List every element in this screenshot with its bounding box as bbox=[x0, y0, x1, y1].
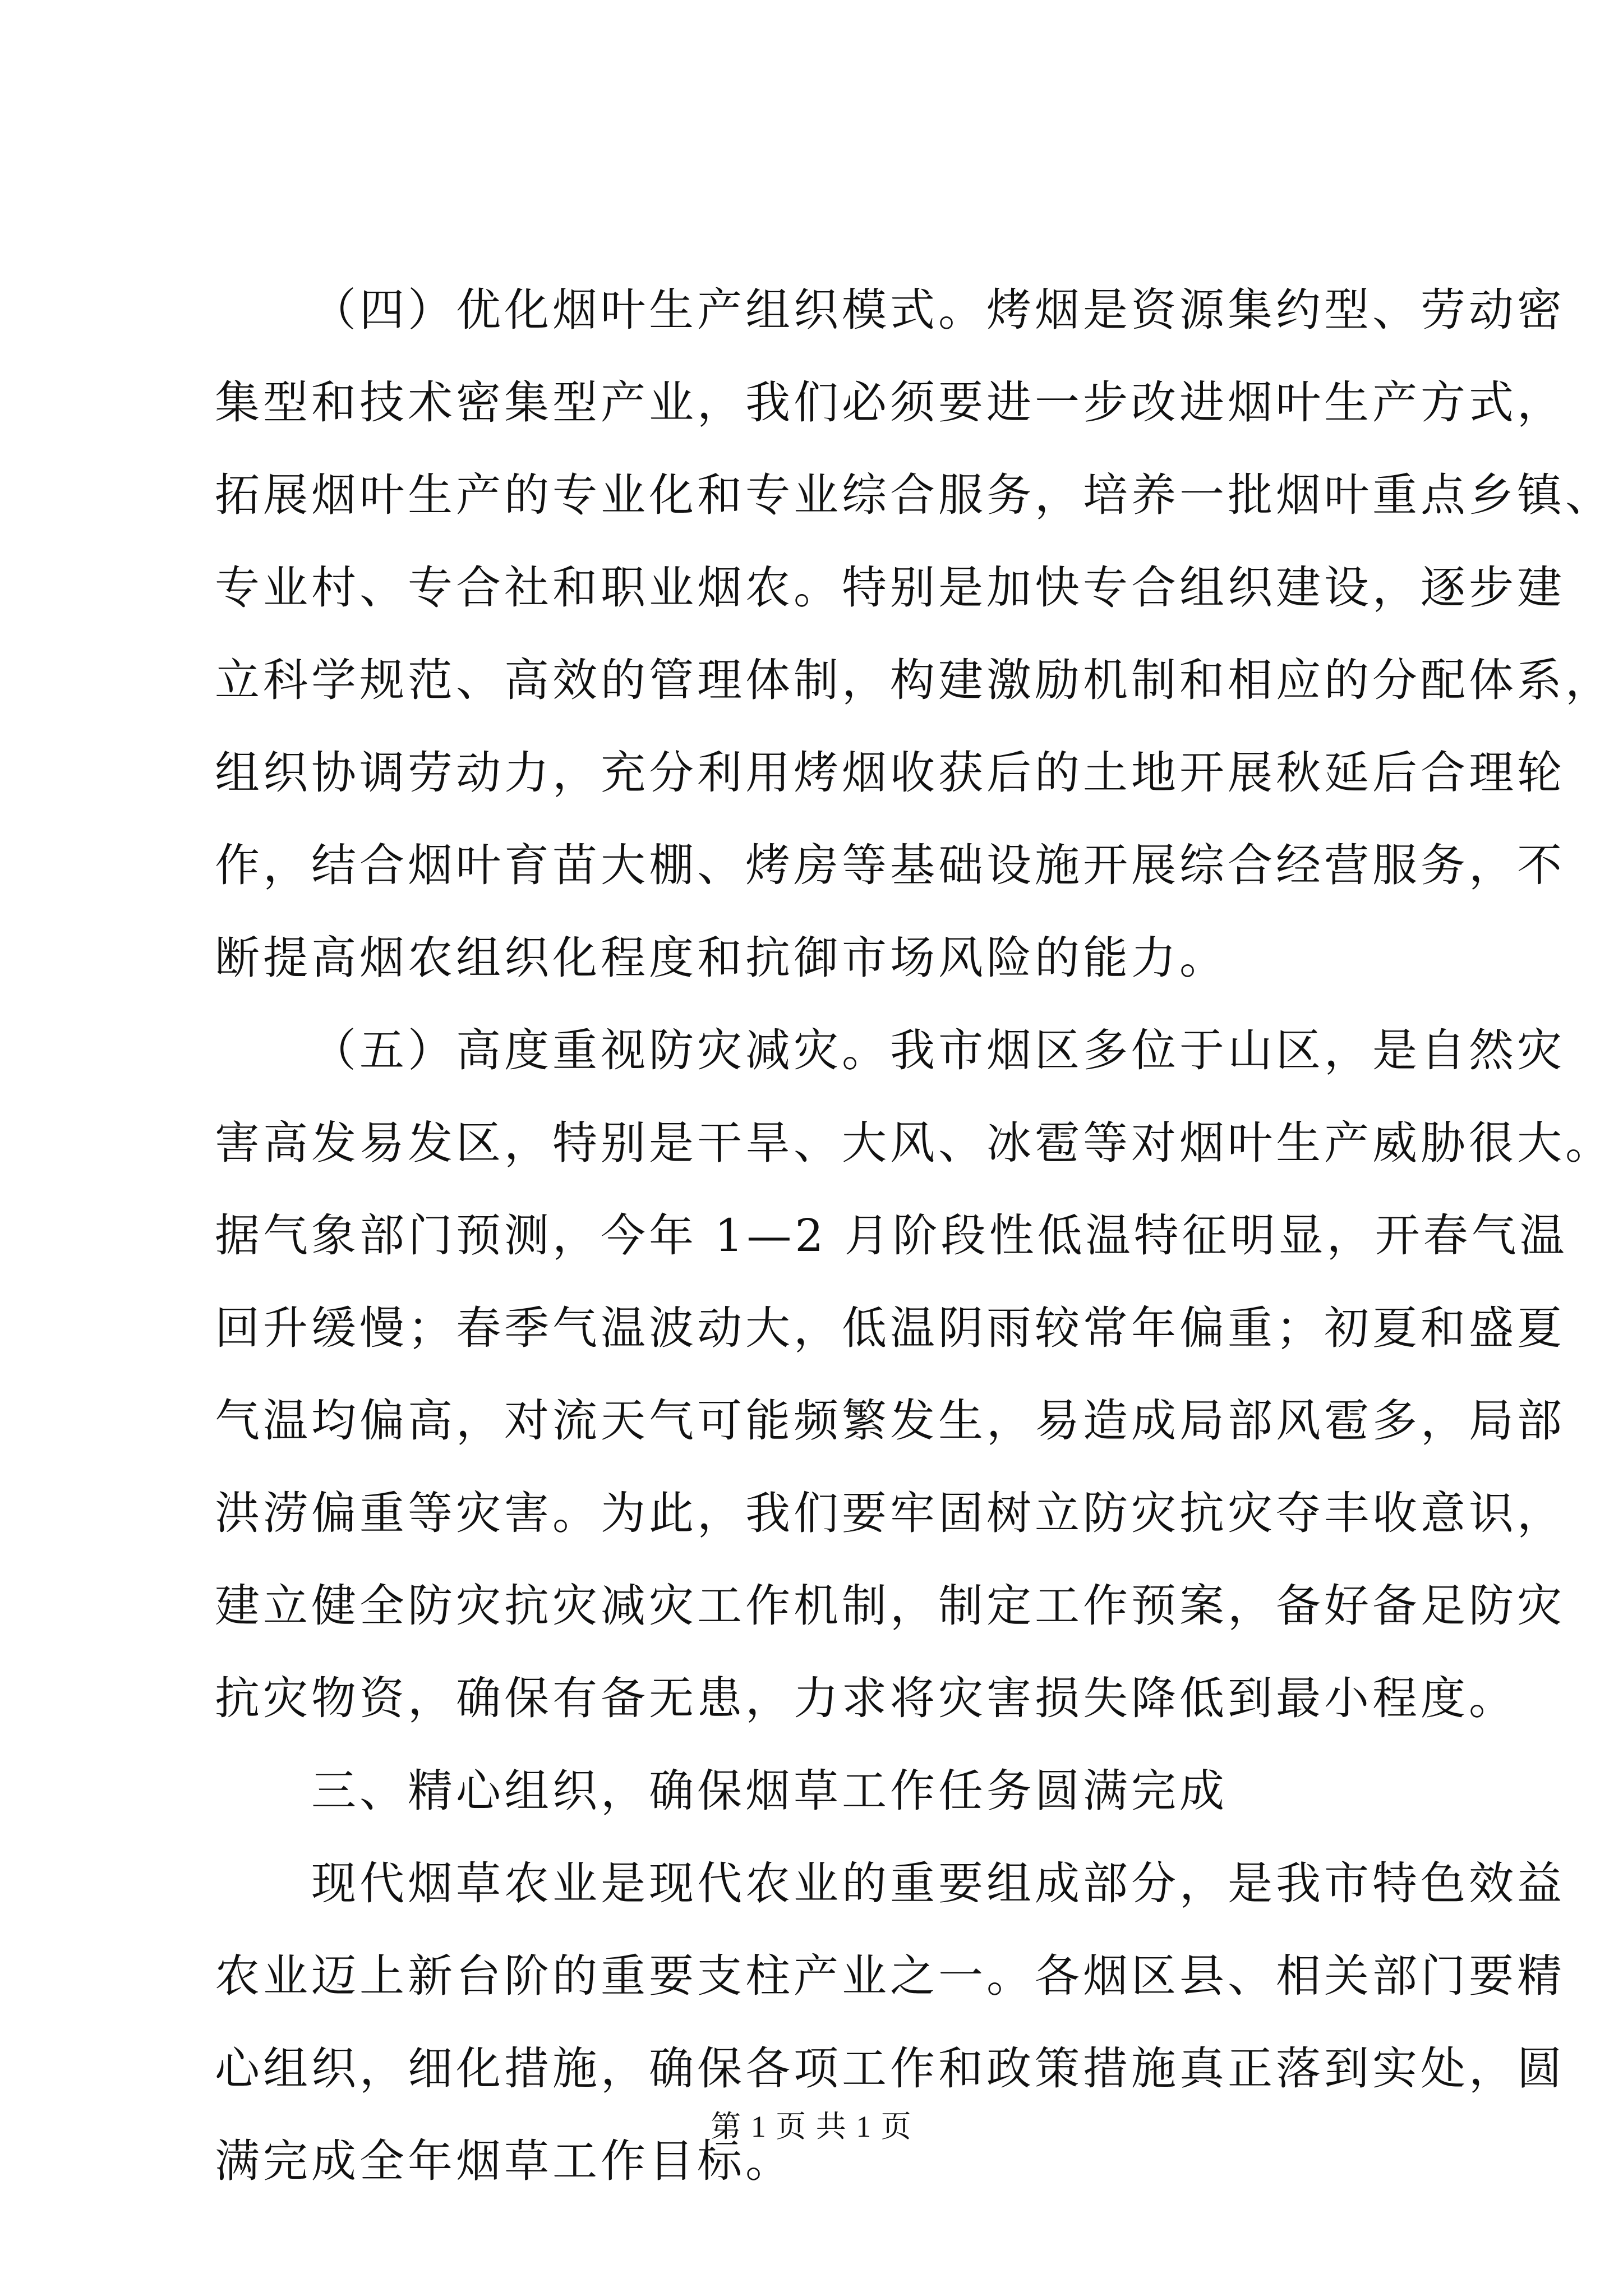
text-line: 集型和技术密集型产业，我们必须要进一步改进烟叶生产方式， bbox=[215, 376, 1565, 429]
text-line: 组织协调劳动力，充分利用烤烟收获后的土地开展秋延后合理轮 bbox=[215, 747, 1565, 799]
document-body bbox=[215, 264, 1613, 2207]
text-line: 据气象部门预测，今年 1—2 月阶段性低温特征明显，开春气温 bbox=[215, 1209, 1568, 1262]
text-line: 回升缓慢；春季气温波动大，低温阴雨较常年偏重；初夏和盛夏 bbox=[215, 1302, 1565, 1354]
text-line: 农业迈上新台阶的重要支柱产业之一。各烟区县、相关部门要精 bbox=[215, 1950, 1565, 2002]
text-line: 作，结合烟叶育苗大棚、烤房等基础设施开展综合经营服务，不 bbox=[215, 839, 1565, 891]
paragraph-5-heading-line: （五）高度重视防灾减灾。我市烟区多位于山区，是自然灾 bbox=[311, 1024, 1565, 1076]
section-3-paragraph-line: 现代烟草农业是现代农业的重要组成部分，是我市特色效益 bbox=[311, 1857, 1565, 1910]
text-line: 拓展烟叶生产的专业化和专业综合服务，培养一批烟叶重点乡镇、 bbox=[215, 469, 1613, 521]
text-line: 立科学规范、高效的管理体制，构建激励机制和相应的分配体系， bbox=[215, 654, 1613, 706]
section-3-heading: 三、精心组织，确保烟草工作任务圆满完成 bbox=[311, 1765, 1228, 1817]
text-line: 洪涝偏重等灾害。为此，我们要牢固树立防灾抗灾夺丰收意识， bbox=[215, 1487, 1565, 1539]
text-line: 专业村、专合社和职业烟农。特别是加快专合组织建设，逐步建 bbox=[215, 562, 1565, 614]
text-line: 抗灾物资，确保有备无患，力求将灾害损失降低到最小程度。 bbox=[215, 1672, 1517, 1724]
text-line: 断提高烟农组织化程度和抗御市场风险的能力。 bbox=[215, 932, 1228, 984]
text-line: 满完成全年烟草工作目标。 bbox=[215, 2135, 794, 2187]
paragraph-4-heading-line: （四）优化烟叶生产组织模式。烤烟是资源集约型、劳动密 bbox=[311, 284, 1565, 336]
text-line: 心组织，细化措施，确保各项工作和政策措施真正落到实处，圆 bbox=[215, 2042, 1565, 2095]
page-number-footer: 第 1 页 共 1 页 bbox=[711, 2110, 912, 2143]
text-line: 气温均偏高，对流天气可能频繁发生，易造成局部风雹多，局部 bbox=[215, 1395, 1565, 1447]
text-line: 建立健全防灾抗灾减灾工作机制，制定工作预案，备好备足防灾 bbox=[215, 1580, 1565, 1632]
text-line: 害高发易发区，特别是干旱、大风、冰雹等对烟叶生产威胁很大。 bbox=[215, 1117, 1613, 1169]
